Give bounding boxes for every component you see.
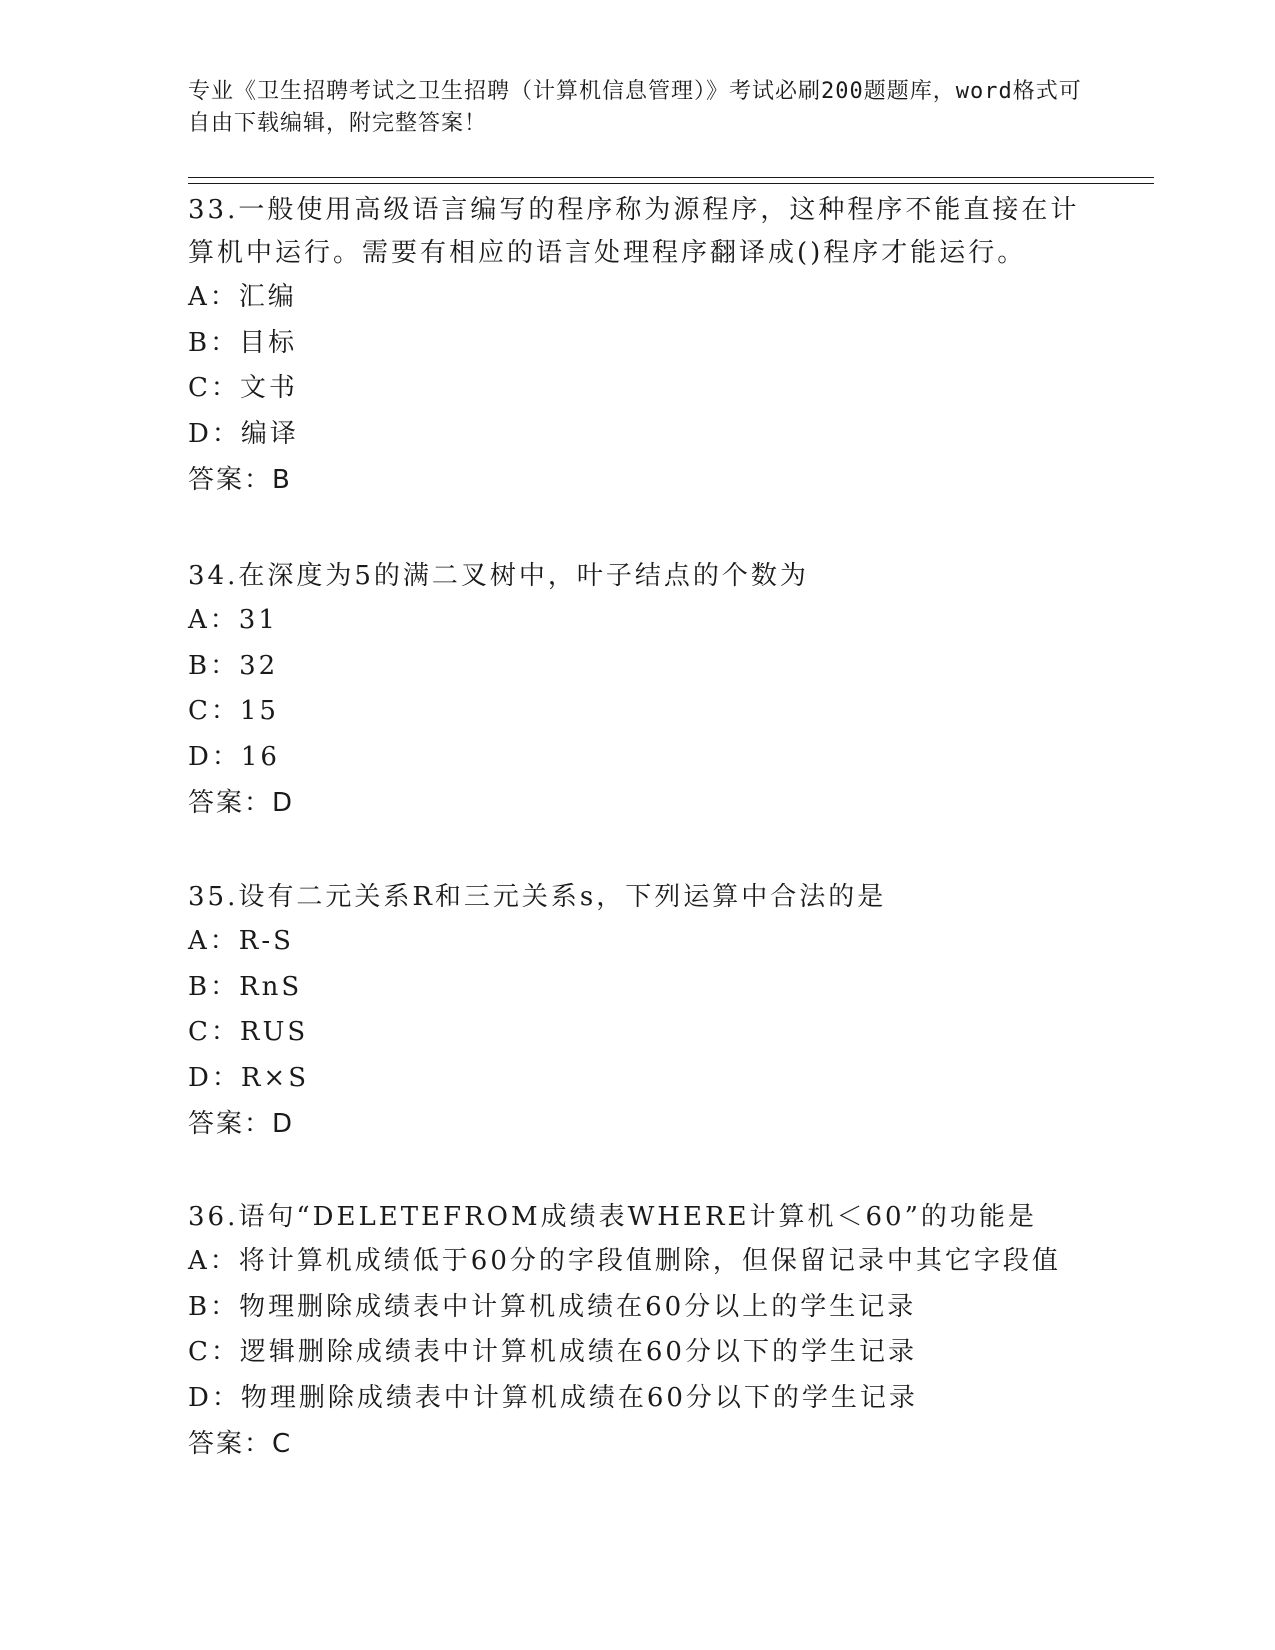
option-b: B：物理删除成绩表中计算机成绩在60分以上的学生记录 bbox=[188, 1291, 917, 1322]
option-c: C：逻辑删除成绩表中计算机成绩在60分以下的学生记录 bbox=[188, 1337, 917, 1367]
option-b: B：RnS bbox=[188, 971, 303, 1002]
header-divider bbox=[188, 177, 1154, 178]
question-stem: 34.在深度为5的满二叉树中，叶子结点的个数为 bbox=[188, 561, 809, 591]
answer: 答案：D bbox=[188, 1109, 295, 1139]
option-a: A：R-S bbox=[188, 926, 294, 956]
option-d: D：编译 bbox=[188, 418, 299, 449]
option-c: C：15 bbox=[188, 696, 279, 726]
option-b: B：目标 bbox=[188, 327, 298, 358]
question-36 bbox=[188, 1196, 1108, 1467]
option-b: B：32 bbox=[188, 650, 279, 681]
option-a: A：将计算机成绩低于60分的字段值删除，但保留记录中其它字段值 bbox=[188, 1246, 1061, 1276]
question-stem: 36.语句“DELETEFROM成绩表WHERE计算机＜60”的功能是 bbox=[188, 1202, 1037, 1232]
answer: 答案：C bbox=[188, 1429, 293, 1459]
option-a: A：汇编 bbox=[188, 282, 297, 312]
answer: 答案：D bbox=[188, 788, 295, 818]
option-c: C：文书 bbox=[188, 373, 298, 403]
question-stem: 33.一般使用高级语言编写的程序称为源程序，这种程序不能直接在计算机中运行。需要有相应的语言处理程序翻译成()程序才能运行。 bbox=[188, 195, 1080, 268]
option-d: D：R×S bbox=[188, 1062, 310, 1093]
option-a: A：31 bbox=[188, 605, 278, 635]
question-35 bbox=[188, 876, 1108, 1147]
option-c: C：RUS bbox=[188, 1017, 309, 1047]
document-header: 专业《卫生招聘考试之卫生招聘（计算机信息管理）》考试必刷200题题库，word格式可自由下载编辑，附完整答案！ bbox=[188, 79, 1082, 136]
question-stem: 35.设有二元关系R和三元关系s，下列运算中合法的是 bbox=[188, 882, 887, 912]
option-d: D：物理删除成绩表中计算机成绩在60分以下的学生记录 bbox=[188, 1382, 918, 1413]
header-divider bbox=[188, 183, 1154, 184]
option-d: D：16 bbox=[188, 741, 280, 772]
question-33 bbox=[188, 189, 1108, 503]
question-34 bbox=[188, 555, 1108, 826]
answer: 答案：B bbox=[188, 465, 292, 495]
